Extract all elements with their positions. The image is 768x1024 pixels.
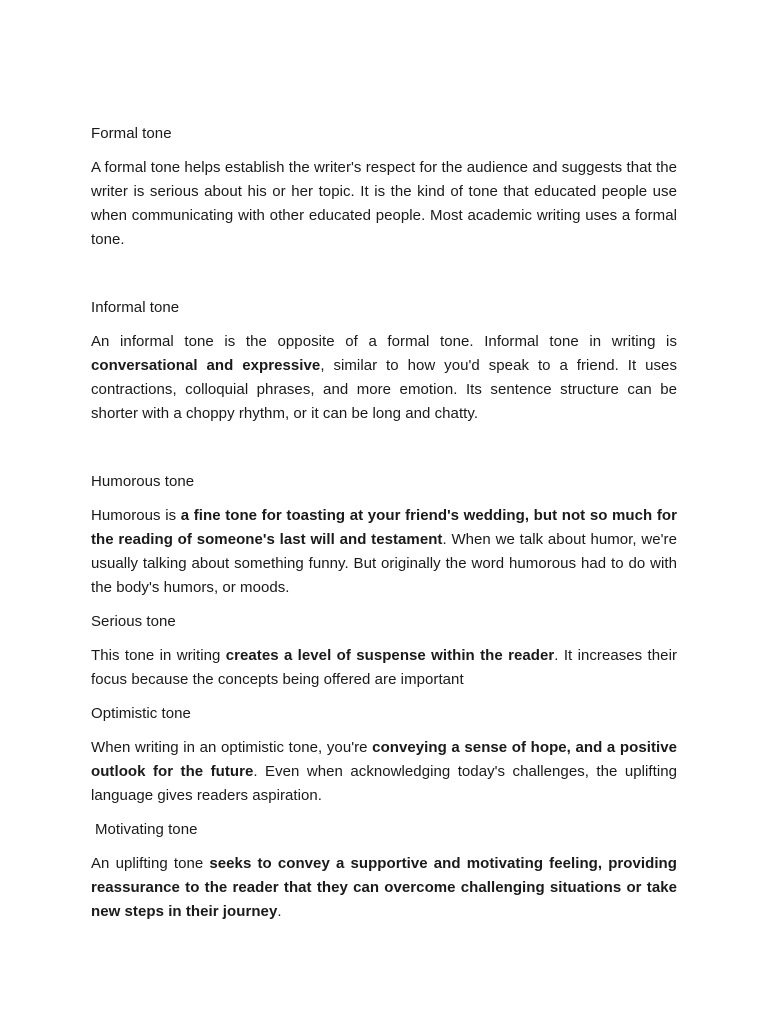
- paragraph-emphasis: conveying a sense of hope, and a positive outlook for the future: [91, 739, 677, 780]
- section-optimistic-tone: [91, 702, 677, 808]
- section-motivating-tone: [91, 818, 677, 924]
- section-formal-tone: [91, 122, 677, 252]
- paragraph-text: This tone in writing: [91, 647, 226, 664]
- section-paragraph: [91, 330, 677, 426]
- section-paragraph: [91, 736, 677, 808]
- paragraph-text: . It increases their focus because the concepts being offered are important: [91, 647, 677, 688]
- paragraph-emphasis: seeks to convey a supportive and motivating feeling, providing reassurance to the reader that they can overcome challenging situations or take new steps in their journey: [91, 855, 677, 920]
- paragraph-text: When writing in an optimistic tone, you're: [91, 739, 373, 756]
- section-humorous-tone: [91, 470, 677, 600]
- section-paragraph: [91, 852, 677, 924]
- section-heading: Optimistic tone: [91, 705, 191, 722]
- paragraph-text: An uplifting tone: [91, 855, 210, 872]
- section-heading: Motivating tone: [95, 821, 198, 838]
- document-page: [91, 122, 677, 924]
- paragraph-emphasis: a fine tone for toasting at your friend's wedding, but not so much for the reading of someone's last will and testament: [91, 507, 677, 548]
- section-paragraph: [91, 156, 677, 252]
- paragraph-text: . Even when acknowledging today's challenges, the uplifting language gives readers aspiration.: [91, 763, 677, 804]
- paragraph-text: , similar to how you'd speak to a friend. It uses contractions, colloquial phrases, and more emotion. Its sentence structure can be shorter with a choppy rhythm, or it can be long and chatty.: [91, 357, 677, 422]
- section-serious-tone: [91, 610, 677, 692]
- paragraph-text: An informal tone is the opposite of a formal tone. Informal tone in writing is: [91, 333, 677, 350]
- paragraph-emphasis: conversational and expressive: [91, 357, 321, 374]
- paragraph-text: .: [277, 903, 282, 920]
- section-paragraph: [91, 644, 677, 692]
- section-heading: Serious tone: [91, 613, 176, 630]
- paragraph-text: A formal tone helps establish the writer's respect for the audience and suggests that the writer is serious about his or her topic. It is the kind of tone that educated people use when communicating with other educated people. Most academic writing uses a formal tone.: [91, 159, 677, 248]
- section-heading: Formal tone: [91, 125, 172, 142]
- section-informal-tone: [91, 296, 677, 426]
- paragraph-text: Humorous is: [91, 507, 181, 524]
- section-heading: Humorous tone: [91, 473, 195, 490]
- paragraph-text: . When we talk about humor, we're usually talking about something funny. But originally the word humorous had to do with the body's humors, or moods.: [91, 531, 677, 596]
- paragraph-emphasis: creates a level of suspense within the reader: [225, 647, 555, 664]
- section-paragraph: [91, 504, 677, 600]
- section-heading: Informal tone: [91, 299, 180, 316]
